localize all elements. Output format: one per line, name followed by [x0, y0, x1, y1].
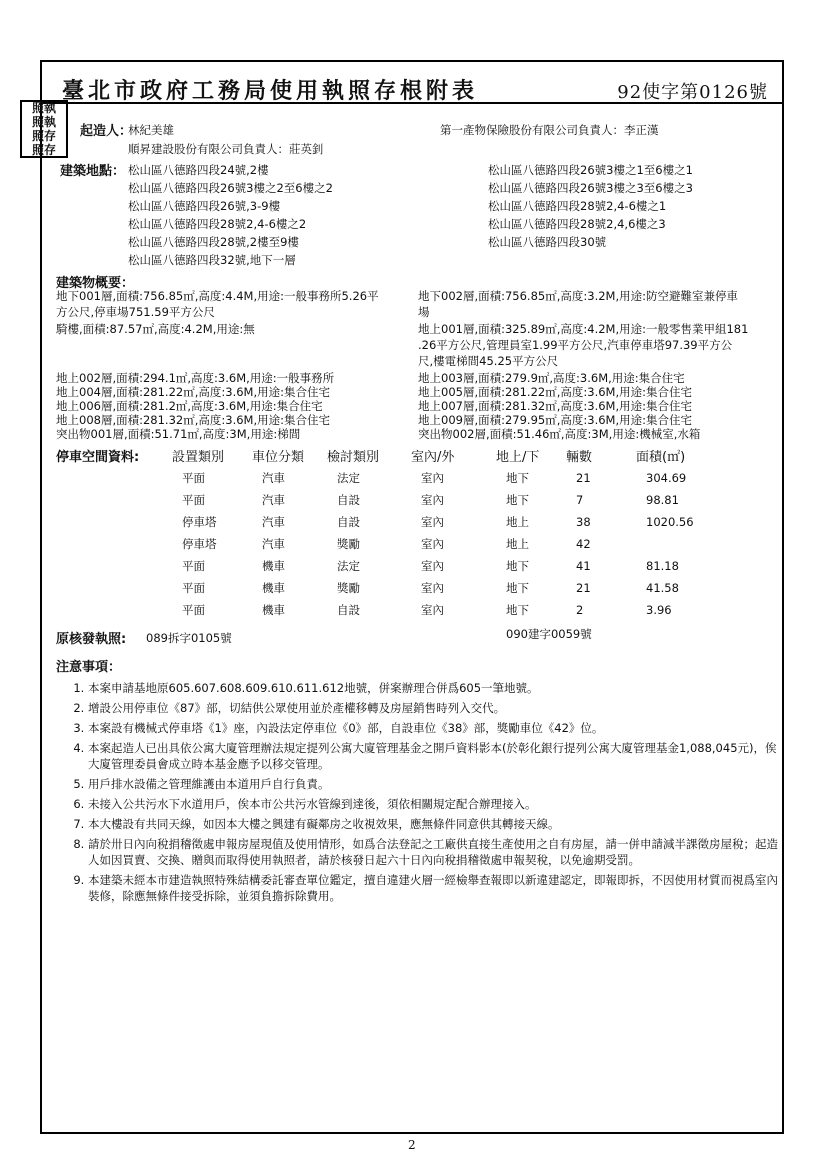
parking-cell: 304.69: [646, 471, 687, 485]
parking-header: 室內/外: [411, 450, 455, 465]
license-number: 92使字第0126號: [617, 82, 768, 103]
parking-cell: 38: [576, 515, 591, 529]
note-item: 5. 用戶排水設備之管理維護由本道用戶自行負責。: [88, 776, 780, 792]
parking-cell: 機車: [262, 603, 285, 617]
parking-cell: [646, 533, 716, 555]
original-license-value: 090建字0059號: [506, 627, 592, 641]
parking-cell: 室內: [421, 559, 444, 573]
applicant-company2: 第一產物保險股份有限公司負責人：李正漢: [440, 123, 659, 137]
parking-cell: 地下: [506, 471, 529, 485]
parking-row: [172, 489, 716, 511]
parking-cell: 3.96: [646, 603, 672, 617]
site-address: 松山區八德路四段28號,2樓至9樓: [128, 235, 299, 249]
parking-cell: 地上: [506, 537, 529, 551]
overview-label: 建築物概要：: [56, 276, 135, 291]
parking-cell: 獎勵: [337, 537, 360, 551]
parking-header: 設置類別: [172, 450, 225, 465]
parking-cell: 室內: [421, 471, 444, 485]
parking-cell: 地下: [506, 559, 529, 573]
note-item: 7. 本大樓設有共同天線，如因本大樓之興建有礙鄰房之收視效果，應無條件同意供其轉接天線。: [88, 816, 780, 832]
parking-cell: 室內: [421, 537, 444, 551]
parking-cell: 42: [576, 537, 591, 551]
site-address: 松山區八德路四段26號3樓之2至6樓之2: [128, 181, 333, 195]
parking-cell: 汽車: [262, 471, 285, 485]
overview-line: 地上009層,面積:279.95㎡,高度:3.6M,用途:集合住宅: [418, 413, 692, 427]
page-number: 2: [408, 1138, 416, 1152]
parking-header-row: [172, 446, 706, 465]
overview-line: 地上001層,面積:325.89㎡,高度:4.2M,用途:一般零售業甲組181: [418, 322, 749, 336]
parking-cell: 地下: [506, 603, 529, 617]
stamp-char: 照存: [31, 143, 56, 157]
document-frame: [31, 60, 784, 1134]
notes-section: [66, 680, 780, 908]
site-address: 松山區八德路四段28號2,4,6樓之3: [488, 217, 666, 231]
parking-cell: 自設: [337, 493, 360, 507]
overview-line: 尺,樓電梯間45.25平方公尺: [418, 354, 559, 368]
title-divider: [42, 102, 782, 104]
overview-line: 地下002層,面積:756.85㎡,高度:3.2M,用途:防空避難室兼停車: [418, 289, 738, 303]
overview-line: 地上007層,面積:281.32㎡,高度:3.6M,用途:集合住宅: [418, 399, 692, 413]
parking-cell: 21: [576, 581, 591, 595]
parking-cell: 地上: [506, 515, 529, 529]
parking-cell: 自設: [337, 603, 360, 617]
parking-header: 地上/下: [496, 450, 540, 465]
parking-cell: 法定: [337, 559, 360, 573]
parking-cell: 汽車: [262, 537, 285, 551]
parking-cell: 98.81: [646, 493, 679, 507]
parking-cell: 7: [576, 493, 584, 507]
parking-cell: 地下: [506, 581, 529, 595]
parking-cell: 平面: [182, 603, 205, 617]
notes-list: [66, 680, 780, 904]
site-address: 松山區八德路四段26號3樓之3至6樓之3: [488, 181, 693, 195]
parking-cell: 機車: [262, 581, 285, 595]
parking-cell: 法定: [337, 471, 360, 485]
overview-line: .26平方公尺,管理員室1.99平方公尺,汽車停車塔97.39平方公: [418, 338, 733, 352]
overview-line: 地上005層,面積:281.22㎡,高度:3.6M,用途:集合住宅: [418, 385, 692, 399]
note-item: 1. 本案申請基地原605.607.608.609.610.611.612地號，併案辦理合併爲605一筆地號。: [88, 680, 780, 696]
overview-line: 地上003層,面積:279.9㎡,高度:3.6M,用途:集合住宅: [418, 371, 685, 385]
parking-label: 停車空間資料:: [56, 450, 140, 465]
parking-cell: 41: [576, 559, 591, 573]
parking-cell: 81.18: [646, 559, 679, 573]
overview-line: 騎樓,面積:87.57㎡,高度:4.2M,用途:無: [56, 322, 255, 336]
original-license-label: 原核發執照:: [56, 632, 127, 647]
parking-cell: 獎勵: [337, 581, 360, 595]
parking-header: 面積(㎡): [636, 450, 686, 465]
note-item: 3. 本案設有機械式停車塔《1》座，內設法定停車位《0》部，自設車位《38》部，獎勵車位《42》位。: [88, 720, 780, 736]
parking-cell: 平面: [182, 559, 205, 573]
overview-line: 場: [418, 305, 430, 319]
parking-cell: 停車塔: [182, 515, 217, 529]
site-address: 松山區八德路四段26號3樓之1至6樓之1: [488, 163, 693, 177]
stamp-char: 照執: [31, 115, 56, 129]
site-address: 松山區八德路四段28號2,4-6樓之2: [128, 217, 307, 231]
parking-row: [172, 533, 716, 555]
overview-line: 地下001層,面積:756.85㎡,高度:4.4M,用途:一般事務所5.26平: [56, 289, 379, 303]
parking-row: [172, 511, 716, 533]
parking-cell: 21: [576, 471, 591, 485]
parking-cell: 平面: [182, 493, 205, 507]
parking-cell: 室內: [421, 493, 444, 507]
original-license-value: 089拆字0105號: [146, 631, 232, 645]
parking-row: [172, 555, 716, 577]
note-item: 6. 未接入公共污水下水道用戶，俟本市公共污水管線到達後，須依相關規定配合辦理接入。: [88, 796, 780, 812]
site-address: 松山區八德路四段24號,2樓: [128, 163, 269, 177]
parking-cell: 41.58: [646, 581, 679, 595]
parking-cell: 機車: [262, 559, 285, 573]
parking-header: 車位分類: [252, 450, 305, 465]
parking-cell: 汽車: [262, 515, 285, 529]
parking-cell: 平面: [182, 581, 205, 595]
site-address: 松山區八德路四段28號2,4-6樓之1: [488, 199, 667, 213]
applicant-label: 起造人：: [80, 124, 133, 139]
stamp-char: 照存: [31, 129, 56, 143]
overview-line: 突出物001層,面積:51.71㎡,高度:3M,用途:梯間: [56, 427, 301, 441]
parking-header: 輛數: [566, 450, 593, 465]
overview-line: 地上006層,面積:281.2㎡,高度:3.6M,用途:集合住宅: [56, 399, 323, 413]
stamp-char: 照執: [31, 101, 56, 115]
parking-cell: 2: [576, 603, 584, 617]
stamp: [20, 100, 68, 158]
title-row: [42, 68, 782, 104]
parking-cell: 停車塔: [182, 537, 217, 551]
parking-cell: 1020.56: [646, 515, 694, 529]
parking-cell: 室內: [421, 603, 444, 617]
overview-line: 地上004層,面積:281.22㎡,高度:3.6M,用途:集合住宅: [56, 385, 330, 399]
note-item: 8. 請於卅日內向稅捐稽徵處申報房屋現值及使用情形，如爲合法登記之工廠供直接生產使用之自有房屋，請一併申請減半課徵房屋稅；起造人如因買賣、交換、贈與而取得使用執照者，請於核發日起六十日內向稅捐稽徵處申報契稅，以免逾期受罰。: [88, 836, 780, 868]
overview-line: 方公尺,停車場751.59平方公尺: [56, 305, 215, 319]
applicant-name: 林紀美雄: [128, 123, 174, 137]
parking-row: [172, 467, 716, 489]
overview-line: 地上008層,面積:281.32㎡,高度:3.6M,用途:集合住宅: [56, 413, 330, 427]
parking-cell: 汽車: [262, 493, 285, 507]
parking-cell: 自設: [337, 515, 360, 529]
note-item: 2. 增設公用停車位《87》部，切結供公眾使用並於產權移轉及房屋銷售時列入交代。: [88, 700, 780, 716]
parking-cell: 平面: [182, 471, 205, 485]
parking-cell: 地下: [506, 493, 529, 507]
parking-cell: 室內: [421, 515, 444, 529]
overview-line: 地上002層,面積:294.1㎡,高度:3.6M,用途:一般事務所: [56, 371, 335, 385]
site-address: 松山區八德路四段32號,地下一層: [128, 253, 296, 267]
document-title: 臺北市政府工務局使用執照存根附表: [62, 78, 479, 104]
overview-line: 突出物002層,面積:51.46㎡,高度:3M,用途:機械室,水箱: [418, 427, 701, 441]
notes-label: 注意事項：: [56, 660, 122, 675]
note-item: 9. 本建築未經本市建造執照特殊結構委託審查單位鑑定，擅自違建火層一經檢舉查報即以新違建認定，即報即拆，不因使用材質而視爲室內裝修，除應無條件接受拆除，並須負擔拆除費用。: [88, 872, 780, 904]
site-label: 建築地點：: [60, 164, 126, 179]
site-address: 松山區八德路四段30號: [488, 235, 607, 249]
parking-row: [172, 577, 716, 599]
applicant-company1: 順昇建設股份有限公司負責人：莊英釗: [128, 142, 324, 156]
parking-cell: 室內: [421, 581, 444, 595]
note-item: 4. 本案起造人已出具依公寓大廈管理辦法規定提列公寓大廈管理基金之開戶資料影本(於彰化銀行提列公寓大廈管理基金1,088,045元)，俟大廈管理委員會成立時本基金應予以移交管理。: [88, 740, 780, 772]
parking-header: 檢討類別: [327, 450, 380, 465]
parking-table: [172, 467, 716, 621]
site-address: 松山區八德路四段26號,3-9樓: [128, 199, 281, 213]
parking-row: [172, 599, 716, 621]
